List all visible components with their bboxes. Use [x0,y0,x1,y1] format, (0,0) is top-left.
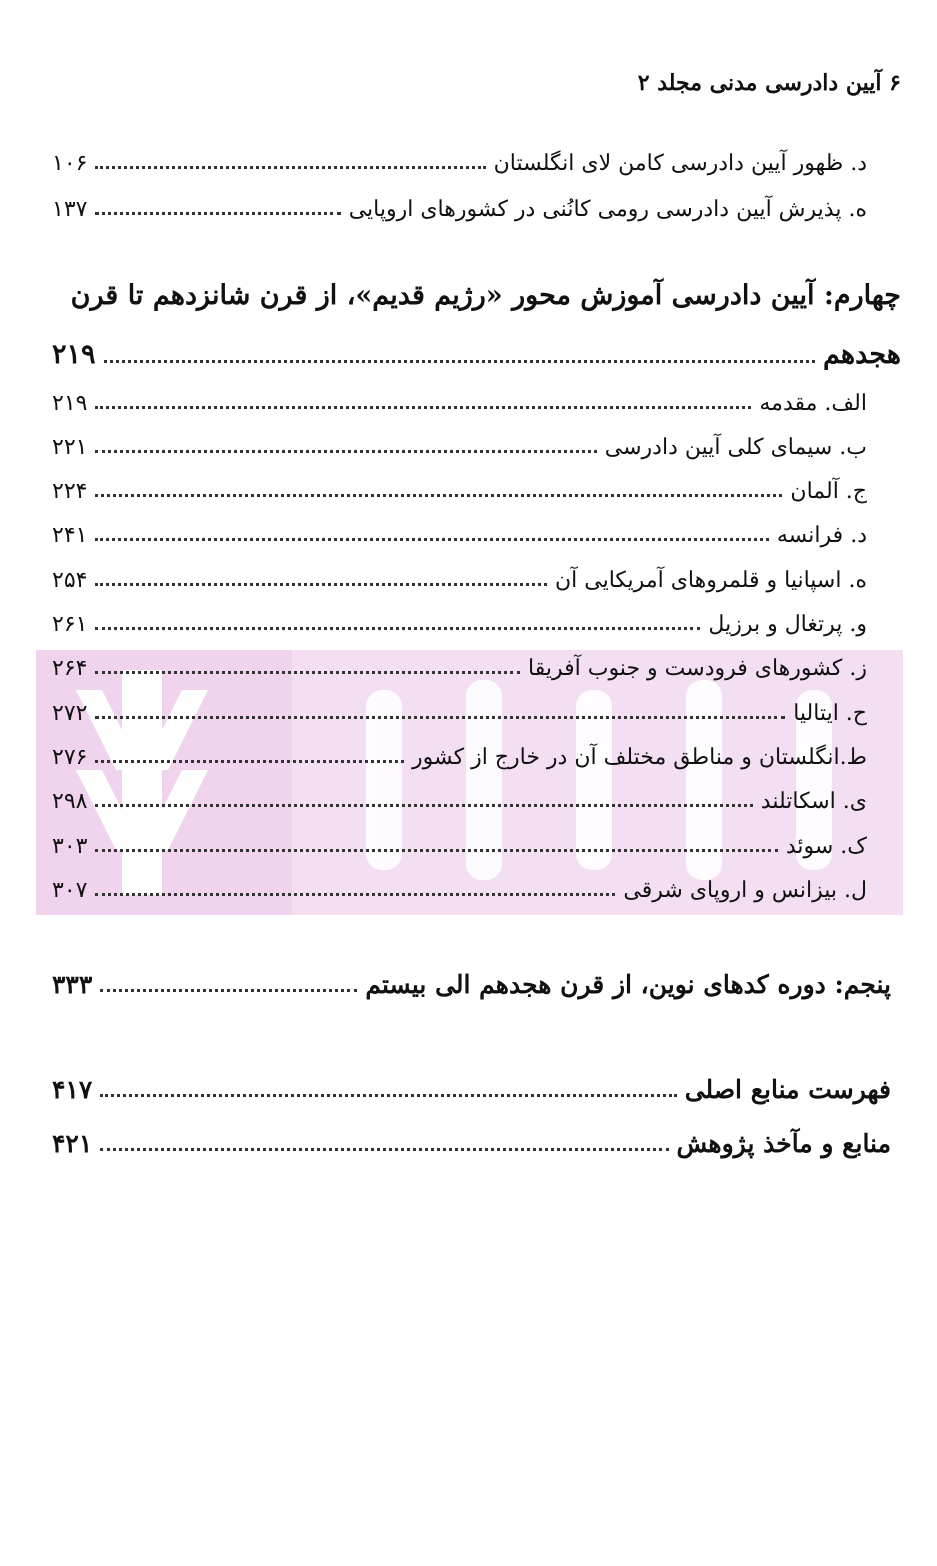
leader-dots [95,450,596,453]
toc-entry-title: ب. سیمای کلی آیین دادرسی [604,435,867,460]
toc-entry [52,557,867,593]
toc-entry [52,690,867,726]
toc-entry-title: ل. بیزانس و اروپای شرقی [623,878,867,903]
toc-entry-title: ط.انگلستان و مناطق مختلف آن در خارج از کشور [411,745,867,770]
running-header: ۶ آیین دادرسی مدنی مجلد ۲ [637,70,901,96]
leader-dots [95,893,615,896]
toc-back-matter-entry [52,1122,891,1158]
toc-entry-title: ه. اسپانیا و قلمروهای آمریکایی آن [554,568,867,593]
chapter-4-heading [52,334,901,370]
toc-entry-title: ی. اسکاتلند [760,789,867,814]
toc-entry-page: ۲۹۸ [52,789,88,814]
toc-entry [52,734,867,770]
toc-entry [52,186,867,222]
toc-entry-page: ۴۲۱ [52,1129,93,1158]
leader-dots [100,1148,668,1151]
toc-entry [52,601,867,637]
toc-entry [52,512,867,548]
leader-dots [95,804,752,807]
toc-entry-page: ۲۲۱ [52,435,88,460]
toc-entry-page: ۳۰۷ [52,878,88,903]
toc-entry-title: فهرست منابع اصلی [684,1075,891,1104]
toc-entry-page: ۲۶۴ [52,656,88,681]
toc-entry-page: ۱۰۶ [52,151,88,176]
toc-entry [52,424,867,460]
toc-entry-title: ه. پذیرش آیین دادرسی رومی کانُنی در کشورهای اروپایی [348,197,867,222]
leader-dots [95,212,340,215]
toc-entry [52,380,867,416]
leader-dots [95,494,782,497]
toc-entry-page: ۲۵۴ [52,568,88,593]
toc-entry-page: ۴۱۷ [52,1075,93,1104]
chapter-4-page: ۲۱۹ [52,339,96,370]
toc-entry [52,645,867,681]
toc-entry-page: ۲۱۹ [52,391,88,416]
leader-dots [95,406,751,409]
leader-dots [95,166,485,169]
toc-entry-title: منابع و مآخذ پژوهش [676,1129,891,1158]
chapter-5-heading [52,963,891,999]
toc-back-matter-entry [52,1068,891,1104]
toc-entry [52,867,867,903]
toc-entry-page: ۲۴۱ [52,523,88,548]
toc-entry-title: ک. سوئد [785,834,867,859]
leader-dots [95,716,785,719]
toc-entry [52,140,867,176]
toc-entry-page: ۲۲۴ [52,479,88,504]
toc-entry-title: ح. ایتالیا [793,701,867,726]
leader-dots [95,671,520,674]
toc-entry-page: ۳۰۳ [52,834,88,859]
toc-entry-page: ۱۳۷ [52,197,88,222]
toc-entry-title: ز. کشورهای فرودست و جنوب آفریقا [528,656,867,681]
toc-entry [52,778,867,814]
chapter-4-title-line2: هجدهم [822,339,901,370]
chapter-5-title: پنجم: دوره کدهای نوین، از قرن هجدهم الی بیستم [365,970,891,999]
chapter-5-page: ۳۳۳ [52,970,93,999]
leader-dots [95,849,777,852]
leader-dots [100,989,357,992]
toc-entry-title: د. فرانسه [776,523,867,548]
toc-entry-title: ج. آلمان [790,479,867,504]
toc-entry-title: د. ظهور آیین دادرسی کامن لای انگلستان [493,151,867,176]
leader-dots [104,360,815,363]
toc-entry-title: الف. مقدمه [759,391,867,416]
toc-entry [52,468,867,504]
toc-entry-title: و. پرتغال و برزیل [708,612,867,637]
toc-entry-page: ۲۶۱ [52,612,88,637]
toc-entry-page: ۲۷۶ [52,745,88,770]
leader-dots [95,760,404,763]
leader-dots [95,538,768,541]
chapter-4-title-line1: چهارم: آیین دادرسی آموزش محور «رژیم قدیم»، از قرن شانزدهم تا قرن [70,280,901,311]
leader-dots [95,627,700,630]
toc-entry [52,823,867,859]
leader-dots [95,583,547,586]
leader-dots [100,1094,676,1097]
toc-entry-page: ۲۷۲ [52,701,88,726]
